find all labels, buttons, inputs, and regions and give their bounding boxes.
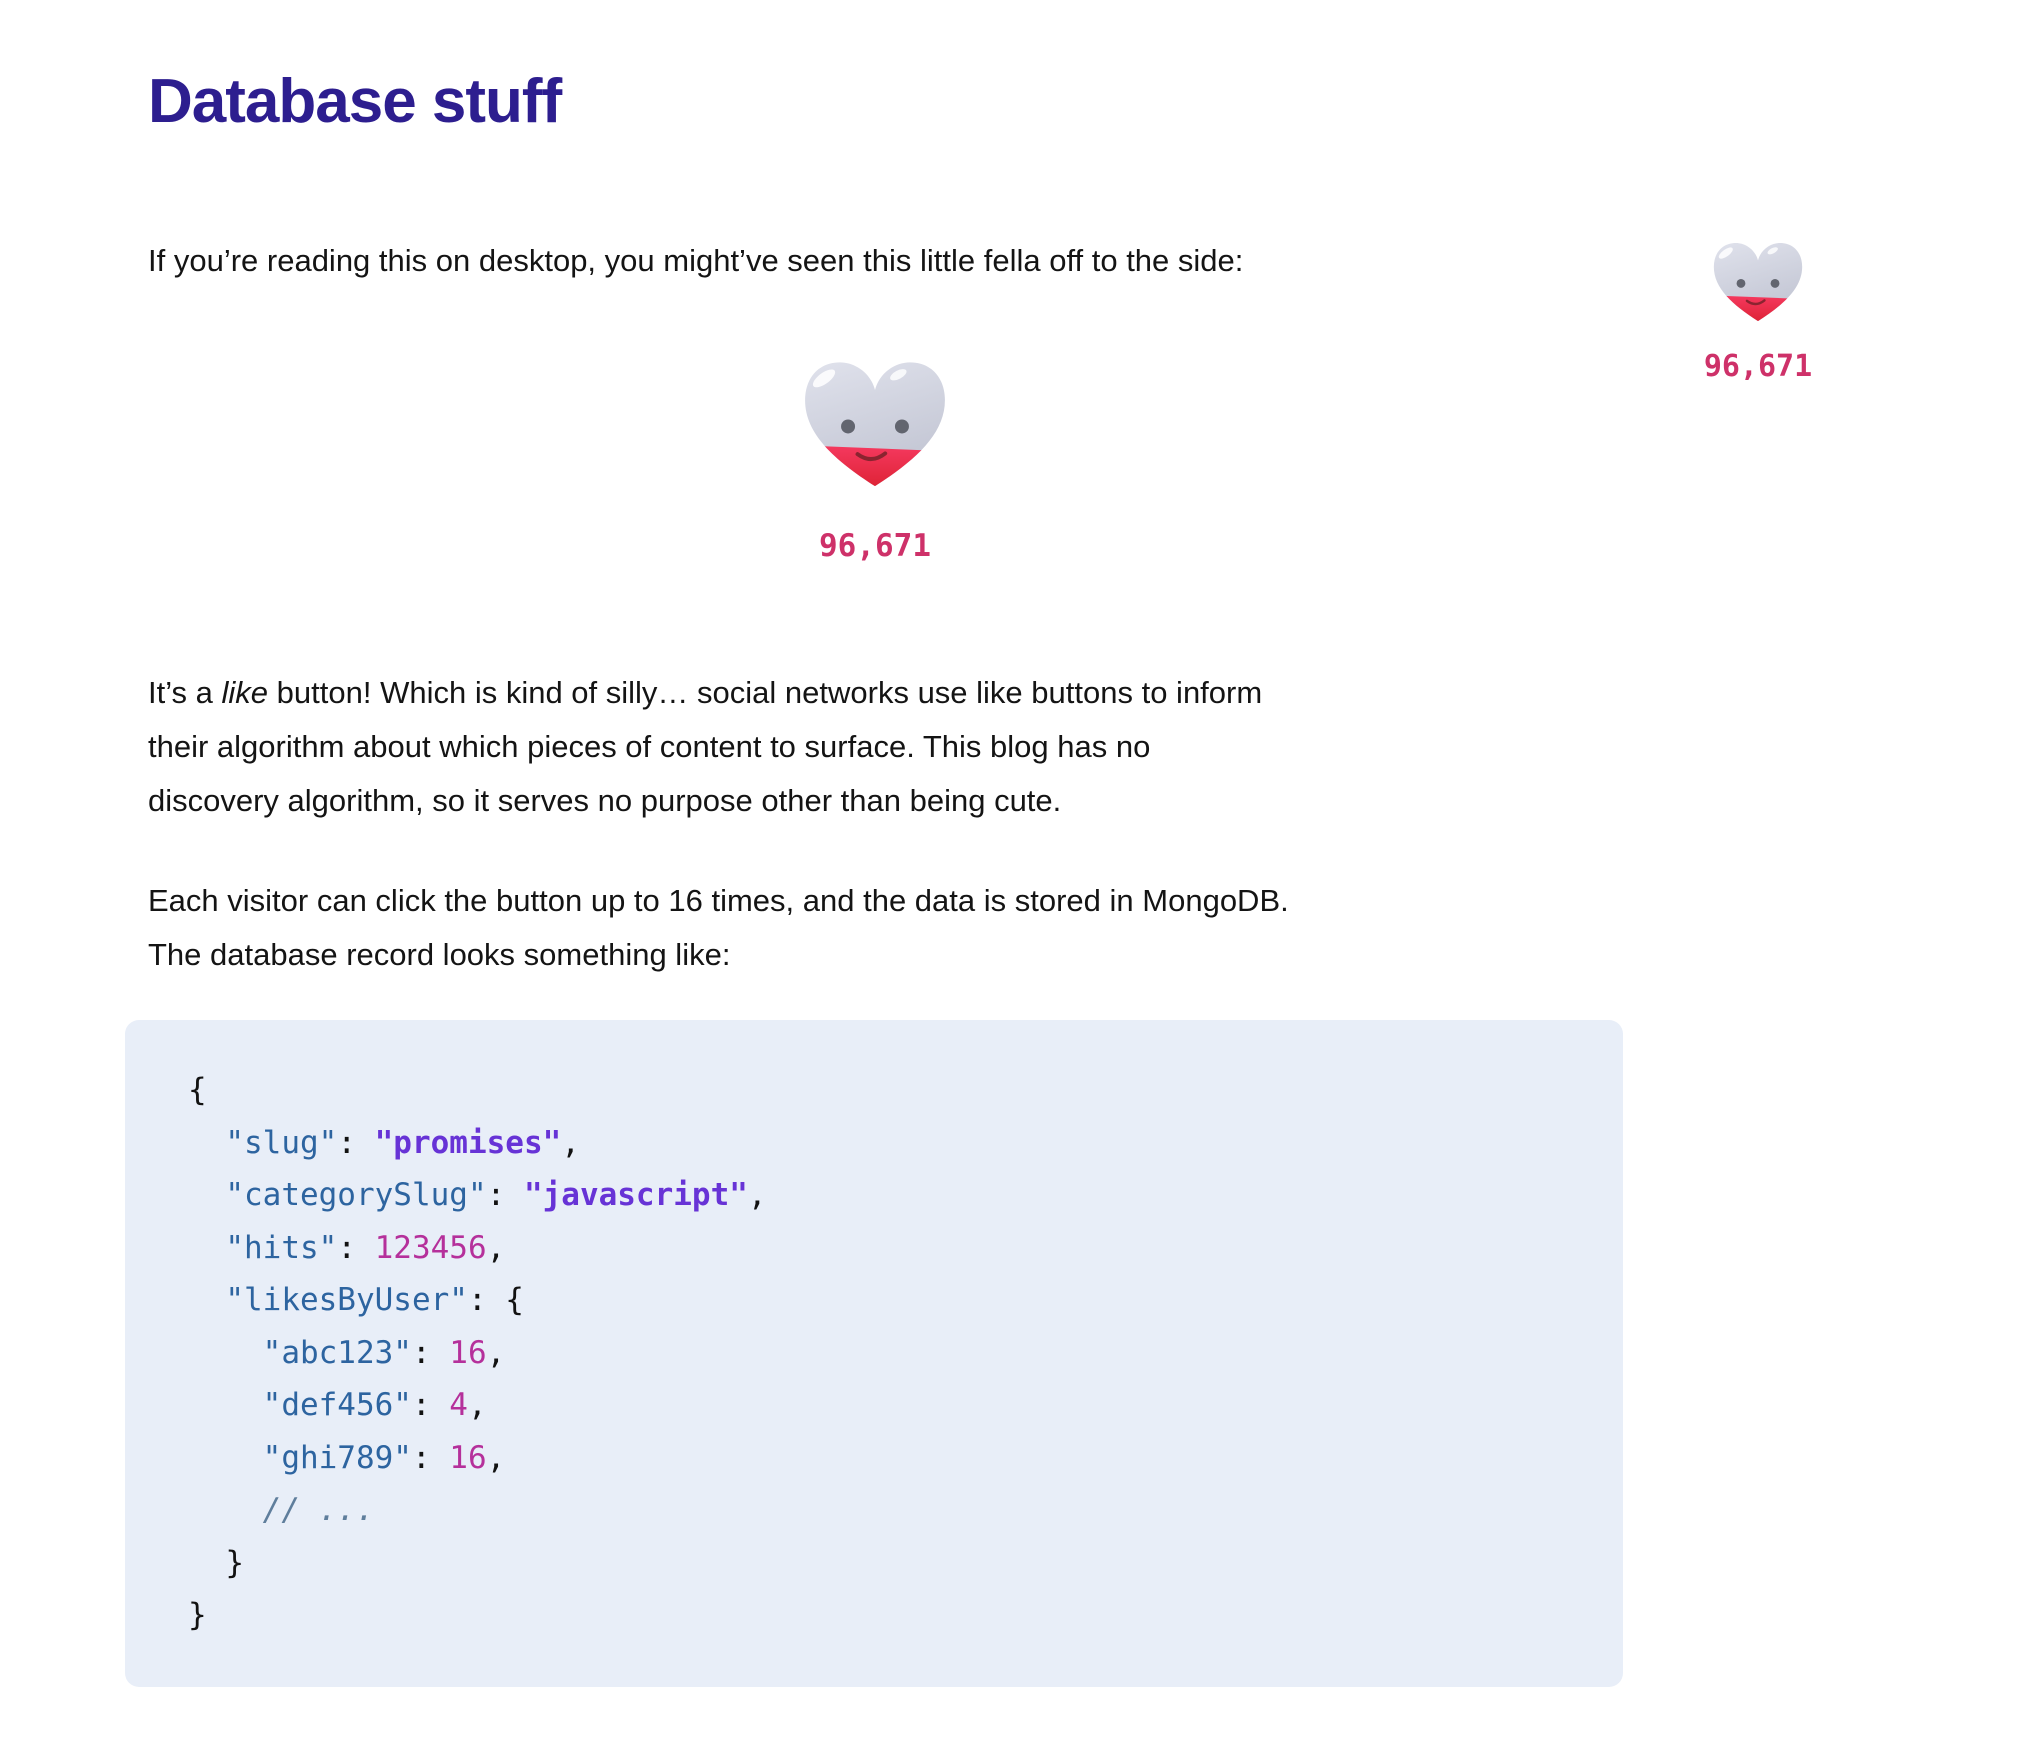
text-line: The database record looks something like: (148, 937, 731, 972)
code-line: "categorySlug": "javascript", (225, 1177, 767, 1213)
like-button[interactable] (775, 358, 975, 564)
intro-paragraph (148, 234, 1243, 288)
text-line: their algorithm about which pieces of content to surface. This blog has no (148, 729, 1151, 764)
code-line: "hits": 123456, (225, 1229, 506, 1266)
like-explainer-paragraph (148, 666, 1262, 828)
heart-icon (1712, 240, 1804, 325)
text-line: discovery algorithm, so it serves no purpose other than being cute. (148, 783, 1062, 818)
code-line: { (188, 1072, 207, 1108)
code-line: "def456": 4, (262, 1387, 487, 1423)
code-line: } (188, 1544, 244, 1581)
code-block (125, 1020, 1623, 1687)
code-line: "slug": "promises", (225, 1124, 580, 1161)
code-line: } (188, 1597, 207, 1633)
sidebar-like-count: 96,671 (1703, 349, 1813, 384)
sidebar-like-button[interactable] (1700, 240, 1816, 384)
code-line: "abc123": 16, (262, 1334, 506, 1371)
text-line: Each visitor can click the button up to 16 times, and the data is stored in MongoDB. (148, 883, 1289, 918)
visitors-paragraph (148, 874, 1289, 982)
code-line: // ... (262, 1492, 375, 1528)
like-count: 96,671 (819, 528, 931, 564)
text-line: If you’re reading this on desktop, you might’ve seen this little fella off to the side: (148, 243, 1244, 278)
heart-icon (802, 358, 948, 492)
text-line: It’s a like button! Which is kind of silly… social networks use like buttons to inform (148, 675, 1263, 710)
code-line: "likesByUser": { (225, 1282, 524, 1318)
page-title: Database stuff (148, 67, 562, 136)
code-line: "ghi789": 16, (262, 1439, 506, 1476)
